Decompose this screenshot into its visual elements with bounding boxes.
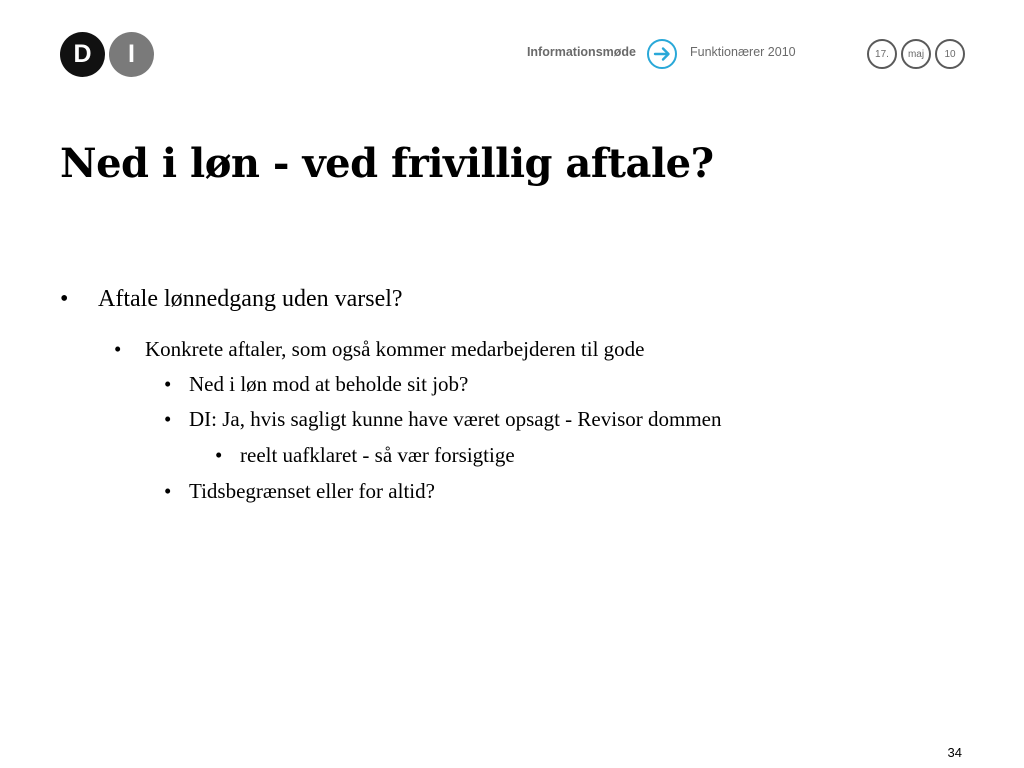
date-day-badge: 17. (867, 39, 897, 69)
bullet-level-2 (114, 337, 645, 362)
arrow-right-circle-icon (646, 38, 678, 70)
bullet-text: DI: Ja, hvis sagligt kunne have været opsagt - Revisor dommen (189, 407, 722, 431)
logo-letter-i: I (109, 32, 154, 77)
logo-letter-d: D (60, 32, 105, 77)
bullet-marker: • (215, 443, 223, 467)
bullet-marker: • (114, 337, 122, 361)
bullet-text: Konkrete aftaler, som også kommer medarbejderen til gode (145, 337, 645, 361)
slide-title: Ned i løn - ved frivillig aftale? (60, 140, 714, 187)
date-year-badge: 10 (935, 39, 965, 69)
bullet-level-3 (164, 407, 722, 432)
di-logo (60, 32, 154, 77)
bullet-text: Aftale lønnedgang uden varsel? (98, 286, 403, 312)
page-number: 34 (947, 745, 962, 760)
bullet-level-3 (164, 479, 435, 504)
header-topic-label: Funktionærer 2010 (690, 45, 796, 59)
bullet-text: reelt uafklaret - så vær forsigtige (240, 443, 515, 467)
bullet-text: Ned i løn mod at beholde sit job? (189, 372, 469, 396)
bullet-level-3 (164, 372, 469, 397)
bullet-marker: • (164, 479, 172, 503)
header-section-label: Informationsmøde (526, 45, 636, 59)
date-month-badge: maj (901, 39, 931, 69)
bullet-level-4 (215, 443, 515, 468)
bullet-level-1 (60, 286, 403, 313)
bullet-text: Tidsbegrænset eller for altid? (189, 479, 435, 503)
bullet-marker: • (164, 372, 172, 396)
bullet-marker: • (60, 286, 69, 312)
bullet-marker: • (164, 407, 172, 431)
